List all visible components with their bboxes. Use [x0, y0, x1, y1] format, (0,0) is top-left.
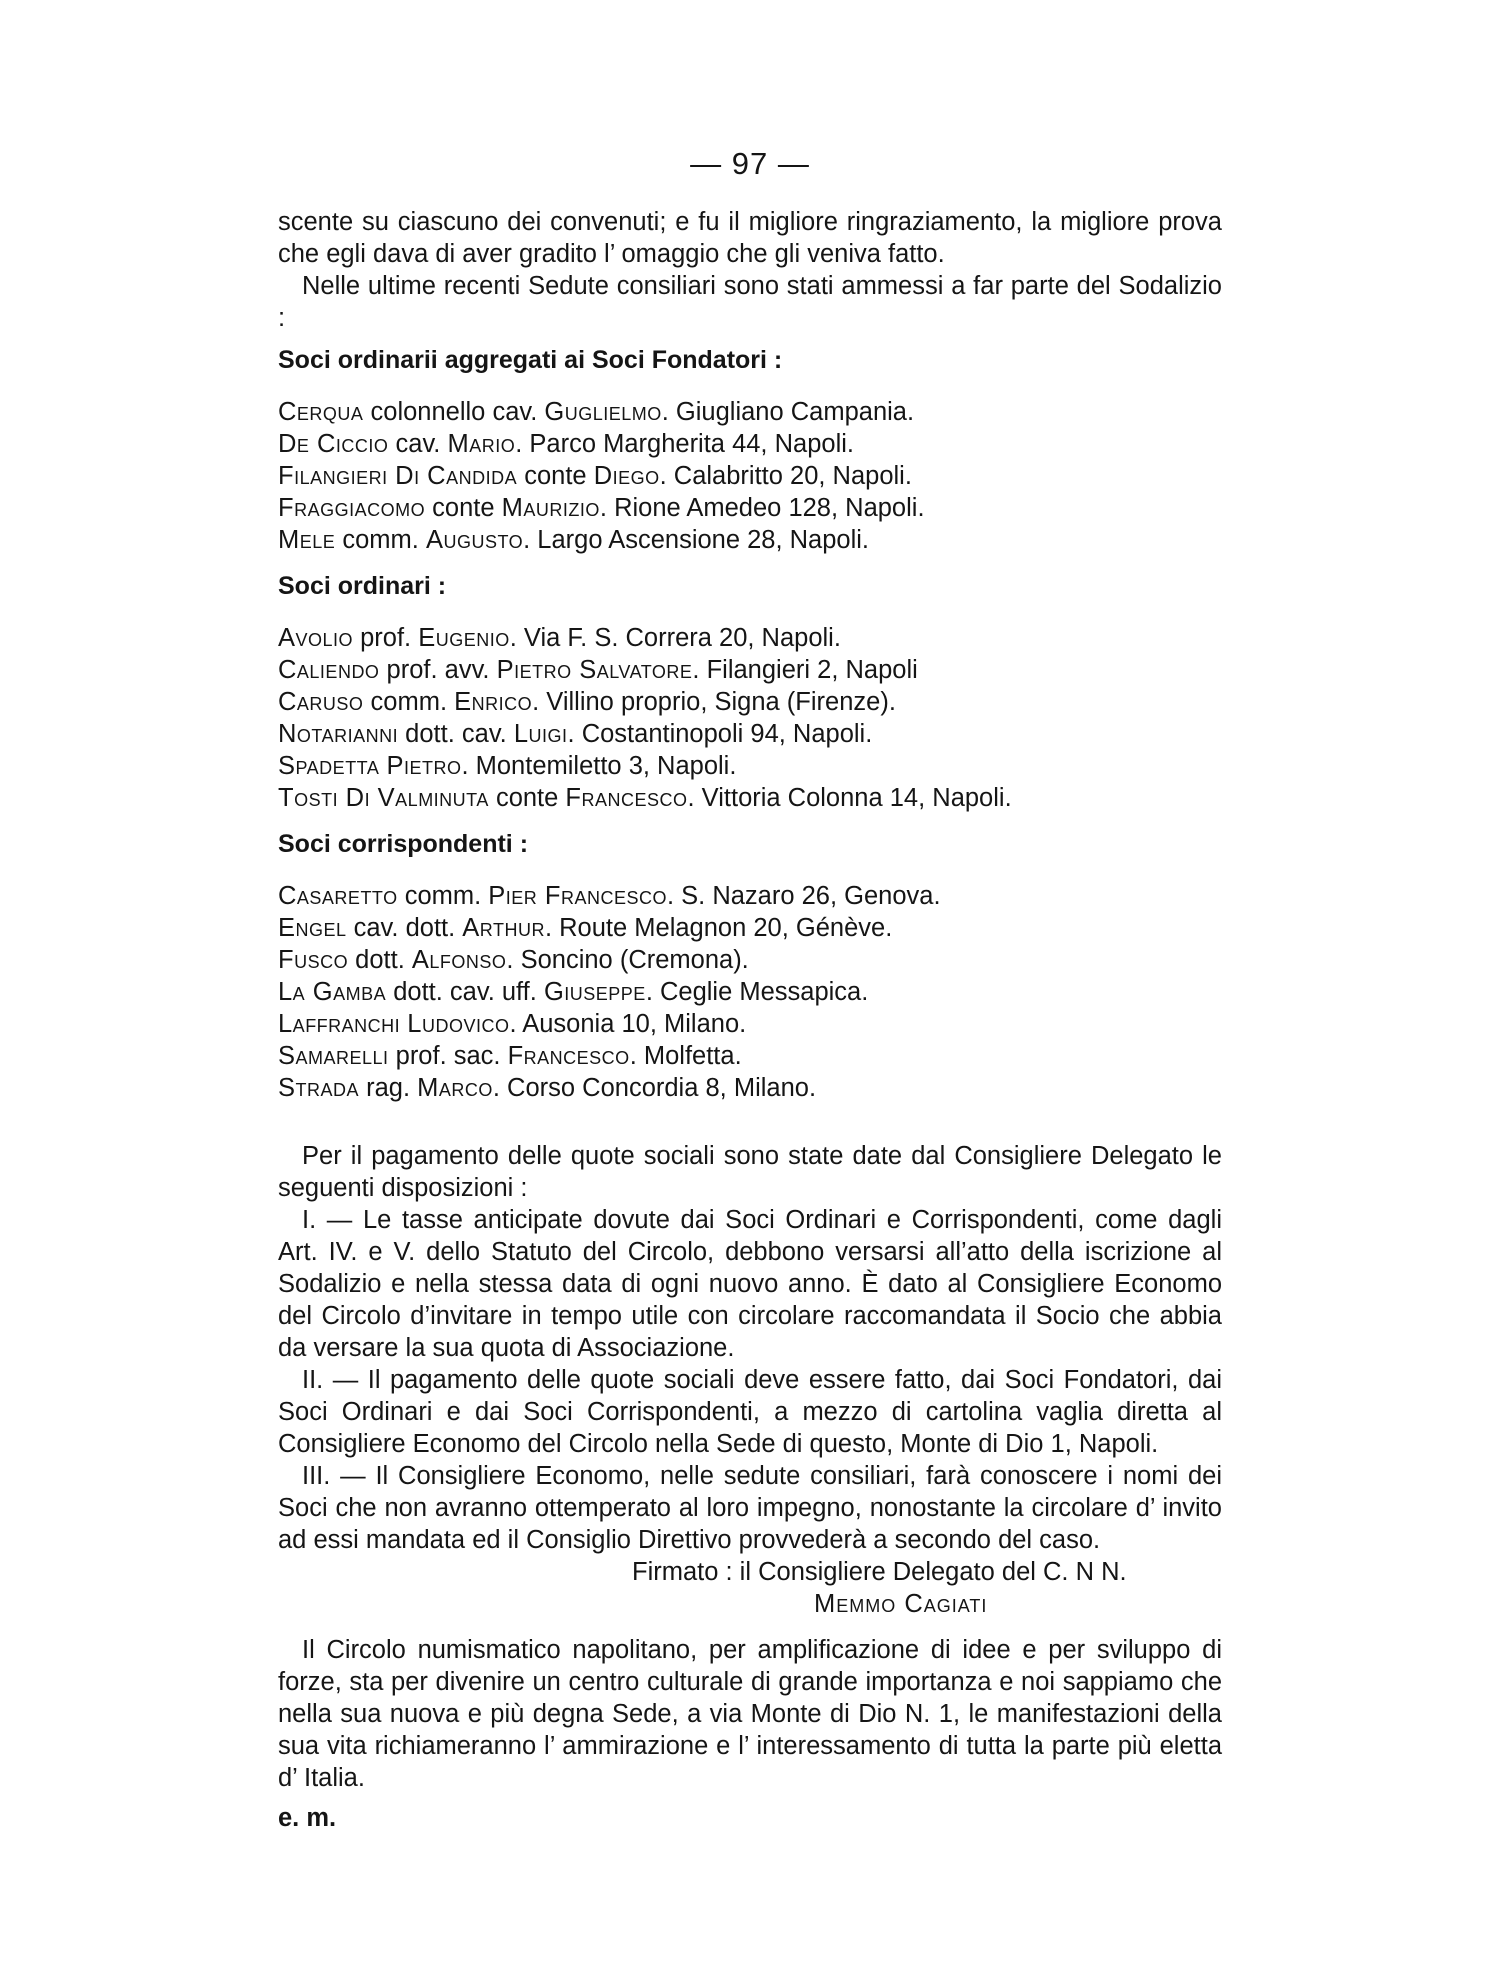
rule-3: III. — Il Consigliere Economo, nelle sedute consiliari, farà conoscere i nomi dei Soci che non avranno ottemperato al loro impegno, nonostante la circolare d’ invito ad essi mandata ed il Consiglio Direttivo provvederà a secondo del caso.: [278, 1462, 1222, 1554]
member-surname: Laffranchi: [278, 1010, 401, 1038]
member-list-corrispondenti: [278, 880, 1222, 1104]
rule-2: II. — Il pagamento delle quote sociali deve essere fatto, dai Soci Fondatori, dai Soci Ordinari e dai Soci Corrispondenti, a mezzo di cartolina vaglia diretta al Consigliere Economo del Circolo nella Sede di questo, Monte di Dio 1, Napoli.: [278, 1366, 1222, 1458]
spacer: [278, 1620, 1222, 1634]
member-given-name: Diego: [593, 462, 660, 490]
member-given-name: Pier Francesco: [488, 882, 667, 910]
member-entry: [278, 428, 1222, 460]
member-title: comm.: [363, 688, 455, 716]
member-given-name: Giuseppe: [543, 978, 646, 1006]
member-list-fondatori: [278, 396, 1222, 556]
member-given-name: Mario: [447, 430, 516, 458]
member-given-name: Luigi: [513, 720, 568, 748]
member-title: cav. dott.: [346, 914, 463, 942]
member-given-name: Ludovico: [407, 1010, 510, 1038]
closing-paragraph: Il Circolo numismatico napolitano, per amplificazione di idee e per sviluppo di forze, sta per divenire un centro culturale di grande importanza e noi sappiamo che nella sua nuova e più degna Sede, a via Monte di Dio N. 1, le manifestazioni della sua vita richiameranno l’ ammirazione e l’ interessamento di tutta la parte più eletta d’ Italia.: [278, 1636, 1222, 1792]
member-surname: Notarianni: [278, 720, 399, 748]
member-surname: Cerqua: [278, 398, 364, 426]
member-address: . Largo Ascensione 28, Napoli.: [523, 526, 870, 554]
member-surname: Spadetta: [278, 752, 380, 780]
member-title: rag.: [359, 1074, 418, 1102]
section-heading-corrispondenti: Soci corrispondenti :: [278, 830, 529, 858]
member-entry: [278, 1040, 1222, 1072]
member-entry: [278, 880, 1222, 912]
intro-paragraph-2: Nelle ultime recenti Sedute consiliari sono stati ammessi a far parte del Sodalizio :: [278, 272, 1222, 332]
member-title: dott.: [348, 946, 412, 974]
member-entry: [278, 976, 1222, 1008]
member-surname: Samarelli: [278, 1042, 389, 1070]
member-given-name: Enrico: [454, 688, 533, 716]
signature-line: Firmato : il Consigliere Delegato del C. N N.: [632, 1558, 1127, 1586]
member-title: colonnello cav.: [363, 398, 545, 426]
member-title: prof. avv.: [379, 656, 497, 684]
member-given-name: Pietro Salvatore: [496, 656, 693, 684]
member-title: conte: [517, 462, 594, 490]
member-title: dott. cav.: [398, 720, 514, 748]
member-address: . Via F. S. Correra 20, Napoli.: [509, 624, 841, 652]
member-given-name: Augusto: [425, 526, 524, 554]
member-title: prof. sac.: [388, 1042, 508, 1070]
member-entry: [278, 396, 1222, 428]
member-given-name: Guglielmo: [544, 398, 662, 426]
member-entry: [278, 492, 1222, 524]
member-surname: Engel: [278, 914, 347, 942]
member-list-ordinari: [278, 622, 1222, 814]
member-given-name: Francesco: [507, 1042, 630, 1070]
member-address: . Ceglie Messapica.: [645, 978, 869, 1006]
rule-1: I. — Le tasse anticipate dovute dai Soci Ordinari e Corrispondenti, come dagli Art. IV. e V. dello Statuto del Circolo, debbono versarsi all’atto della iscrizione al Sodalizio e nella stessa data di ogni nuovo anno. È dato al Consigliere Economo del Circolo d’invitare in tempo utile con circolare raccomandata il Socio che abbia da versare la sua quota di Associazione.: [278, 1206, 1222, 1362]
member-address: . Calabritto 20, Napoli.: [659, 462, 912, 490]
member-surname: Tosti Di Valminuta: [278, 784, 489, 812]
member-entry: [278, 1072, 1222, 1104]
member-surname: Mele: [278, 526, 336, 554]
member-given-name: Marco: [417, 1074, 493, 1102]
member-address: . Route Melagnon 20, Génève.: [544, 914, 893, 942]
member-given-name: Arthur: [462, 914, 545, 942]
member-entry: [278, 718, 1222, 750]
member-surname: De Ciccio: [278, 430, 389, 458]
author-initials: e. m.: [278, 1804, 337, 1832]
member-title: comm.: [397, 882, 489, 910]
member-address: . Rione Amedeo 128, Napoli.: [599, 494, 925, 522]
member-surname: Fusco: [278, 946, 349, 974]
body-text: [278, 206, 1222, 1834]
intro-paragraph-1: scente su ciascuno dei convenuti; e fu il migliore ringraziamento, la migliore prova che egli dava di aver gradito l’ omaggio che gli veniva fatto.: [278, 208, 1222, 268]
member-address: . Molfetta.: [629, 1042, 742, 1070]
payment-intro: Per il pagamento delle quote sociali sono state date dal Consigliere Delegato le seguenti disposizioni :: [278, 1142, 1222, 1202]
member-address: . Villino proprio, Signa (Firenze).: [532, 688, 896, 716]
member-address: . Giugliano Campania.: [661, 398, 915, 426]
member-title: prof.: [353, 624, 419, 652]
member-title: comm.: [335, 526, 426, 554]
member-entry: [278, 460, 1222, 492]
member-surname: Caliendo: [278, 656, 380, 684]
member-address: . Filangieri 2, Napoli: [692, 656, 918, 684]
signature-name: Memmo Cagiati: [814, 1590, 988, 1618]
member-surname: Fraggiacomo: [278, 494, 426, 522]
member-surname: Casaretto: [278, 882, 398, 910]
member-entry: [278, 1008, 1222, 1040]
page-number: — 97 —: [690, 146, 810, 181]
member-address: . Soncino (Cremona).: [506, 946, 749, 974]
member-entry: [278, 750, 1222, 782]
member-surname: La Gamba: [278, 978, 387, 1006]
member-surname: Filangieri Di Candida: [278, 462, 518, 490]
member-address: . Vittoria Colonna 14, Napoli.: [687, 784, 1012, 812]
spacer: [278, 1104, 1222, 1140]
member-address: . Corso Concordia 8, Milano.: [492, 1074, 817, 1102]
member-address: . Parco Margherita 44, Napoli.: [515, 430, 854, 458]
member-given-name: Maurizio: [501, 494, 600, 522]
member-address: . Montemiletto 3, Napoli.: [461, 752, 737, 780]
member-surname: Caruso: [278, 688, 364, 716]
member-surname: Avolio: [278, 624, 354, 652]
member-address: . Ausonia 10, Milano.: [509, 1010, 747, 1038]
member-address: . S. Nazaro 26, Genova.: [666, 882, 941, 910]
member-title: conte: [425, 494, 502, 522]
member-title: conte: [488, 784, 566, 812]
member-entry: [278, 622, 1222, 654]
section-heading-fondatori: Soci ordinarii aggregati ai Soci Fondatori :: [278, 346, 783, 374]
member-given-name: Pietro: [386, 752, 462, 780]
member-entry: [278, 782, 1222, 814]
member-title: dott. cav. uff.: [386, 978, 544, 1006]
member-address: . Costantinopoli 94, Napoli.: [567, 720, 873, 748]
member-given-name: Francesco: [565, 784, 688, 812]
member-entry: [278, 524, 1222, 556]
member-entry: [278, 654, 1222, 686]
member-given-name: Alfonso: [411, 946, 507, 974]
member-entry: [278, 912, 1222, 944]
member-entry: [278, 686, 1222, 718]
section-heading-ordinari: Soci ordinari :: [278, 572, 447, 600]
member-surname: Strada: [278, 1074, 360, 1102]
member-entry: [278, 944, 1222, 976]
member-title: cav.: [388, 430, 448, 458]
member-given-name: Eugenio: [418, 624, 510, 652]
